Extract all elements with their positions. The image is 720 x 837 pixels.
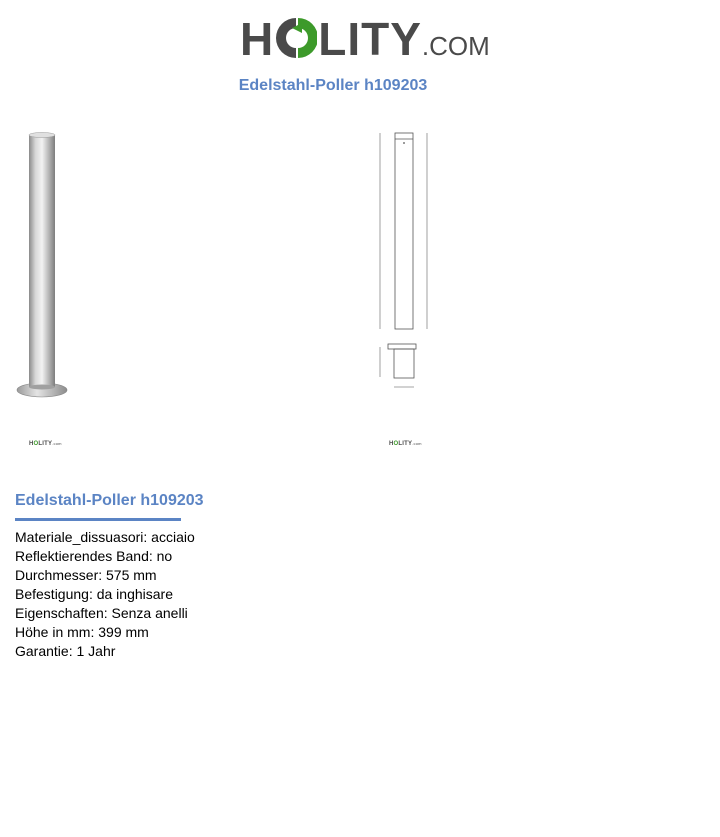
- spec-item: Durchmesser: 575 mm: [15, 567, 157, 583]
- spec-item: Garantie: 1 Jahr: [15, 643, 116, 659]
- spec-item: Eigenschaften: Senza anelli: [15, 605, 188, 621]
- spec-item: Höhe in mm: 399 mm: [15, 624, 149, 640]
- bollard-technical-drawing: [372, 125, 434, 395]
- spec-item: Befestigung: da inghisare: [15, 586, 173, 602]
- image-watermark-left: HOLITY.com: [29, 441, 62, 447]
- spec-item: Materiale_dissuasori: acciaio: [15, 529, 195, 545]
- spec-list: [15, 528, 195, 661]
- page-title: Edelstahl-Poller h109203: [238, 77, 428, 94]
- logo-o-icon: [275, 15, 317, 61]
- stainless-bollard-photo: [10, 125, 75, 405]
- spec-item: Reflektierendes Band: no: [15, 548, 173, 564]
- technical-drawing-icon: [372, 125, 434, 395]
- logo-text-h: H: [240, 13, 275, 65]
- holity-logo[interactable]: [240, 12, 490, 66]
- logo-text-com: .COM: [421, 31, 490, 61]
- logo-text-lity: LITY: [318, 13, 422, 65]
- product-title: Edelstahl-Poller h109203: [15, 492, 204, 509]
- image-watermark-right: HOLITY.com: [389, 441, 422, 447]
- bollard-photo-icon: [10, 125, 75, 405]
- logo-wordmark: [240, 12, 490, 73]
- title-underline: [15, 518, 181, 521]
